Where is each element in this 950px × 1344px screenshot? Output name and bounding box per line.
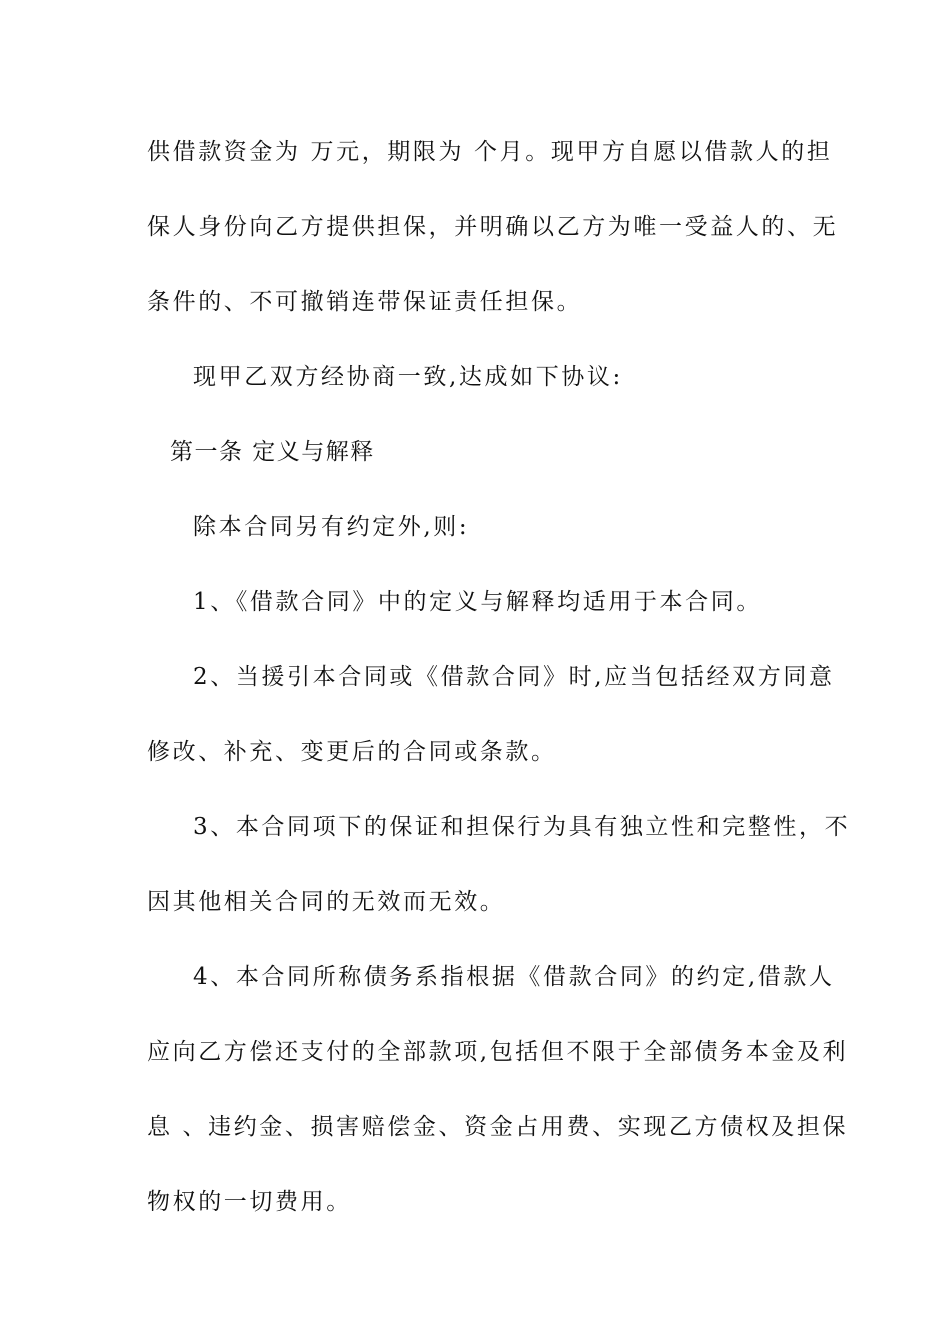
section-heading: 第一条 定义与解释	[170, 439, 375, 465]
text-line: 2、当援引本合同或《借款合同》时,应当包括经双方同意	[193, 664, 835, 690]
text-line: 物权的一切费用。	[147, 1189, 352, 1215]
text-line: 除本合同另有约定外,则:	[193, 514, 470, 540]
text-line: 保人身份向乙方提供担保，并明确以乙方为唯一受益人的、无	[147, 214, 839, 240]
text-line: 因其他相关合同的无效而无效。	[147, 889, 506, 915]
text-line: 现甲乙双方经协商一致,达成如下协议:	[193, 364, 623, 390]
text-line: 3、本合同项下的保证和担保行为具有独立性和完整性，不	[193, 814, 851, 840]
text-line: 1、《借款合同》中的定义与解释均适用于本合同。	[193, 589, 762, 615]
text-line: 4、本合同所称债务系指根据《借款合同》的约定,借款人	[193, 964, 835, 990]
text-line: 应向乙方偿还支付的全部款项,包括但不限于全部债务本金及利	[147, 1039, 849, 1065]
text-line: 修改、补充、变更后的合同或条款。	[147, 739, 557, 765]
text-line: 条件的、不可撤销连带保证责任担保。	[147, 289, 583, 315]
text-line: 息 、违约金、损害赔偿金、资金占用费、实现乙方债权及担保	[147, 1114, 849, 1140]
text-line: 供借款资金为 万元，期限为 个月。现甲方自愿以借款人的担	[147, 139, 833, 165]
